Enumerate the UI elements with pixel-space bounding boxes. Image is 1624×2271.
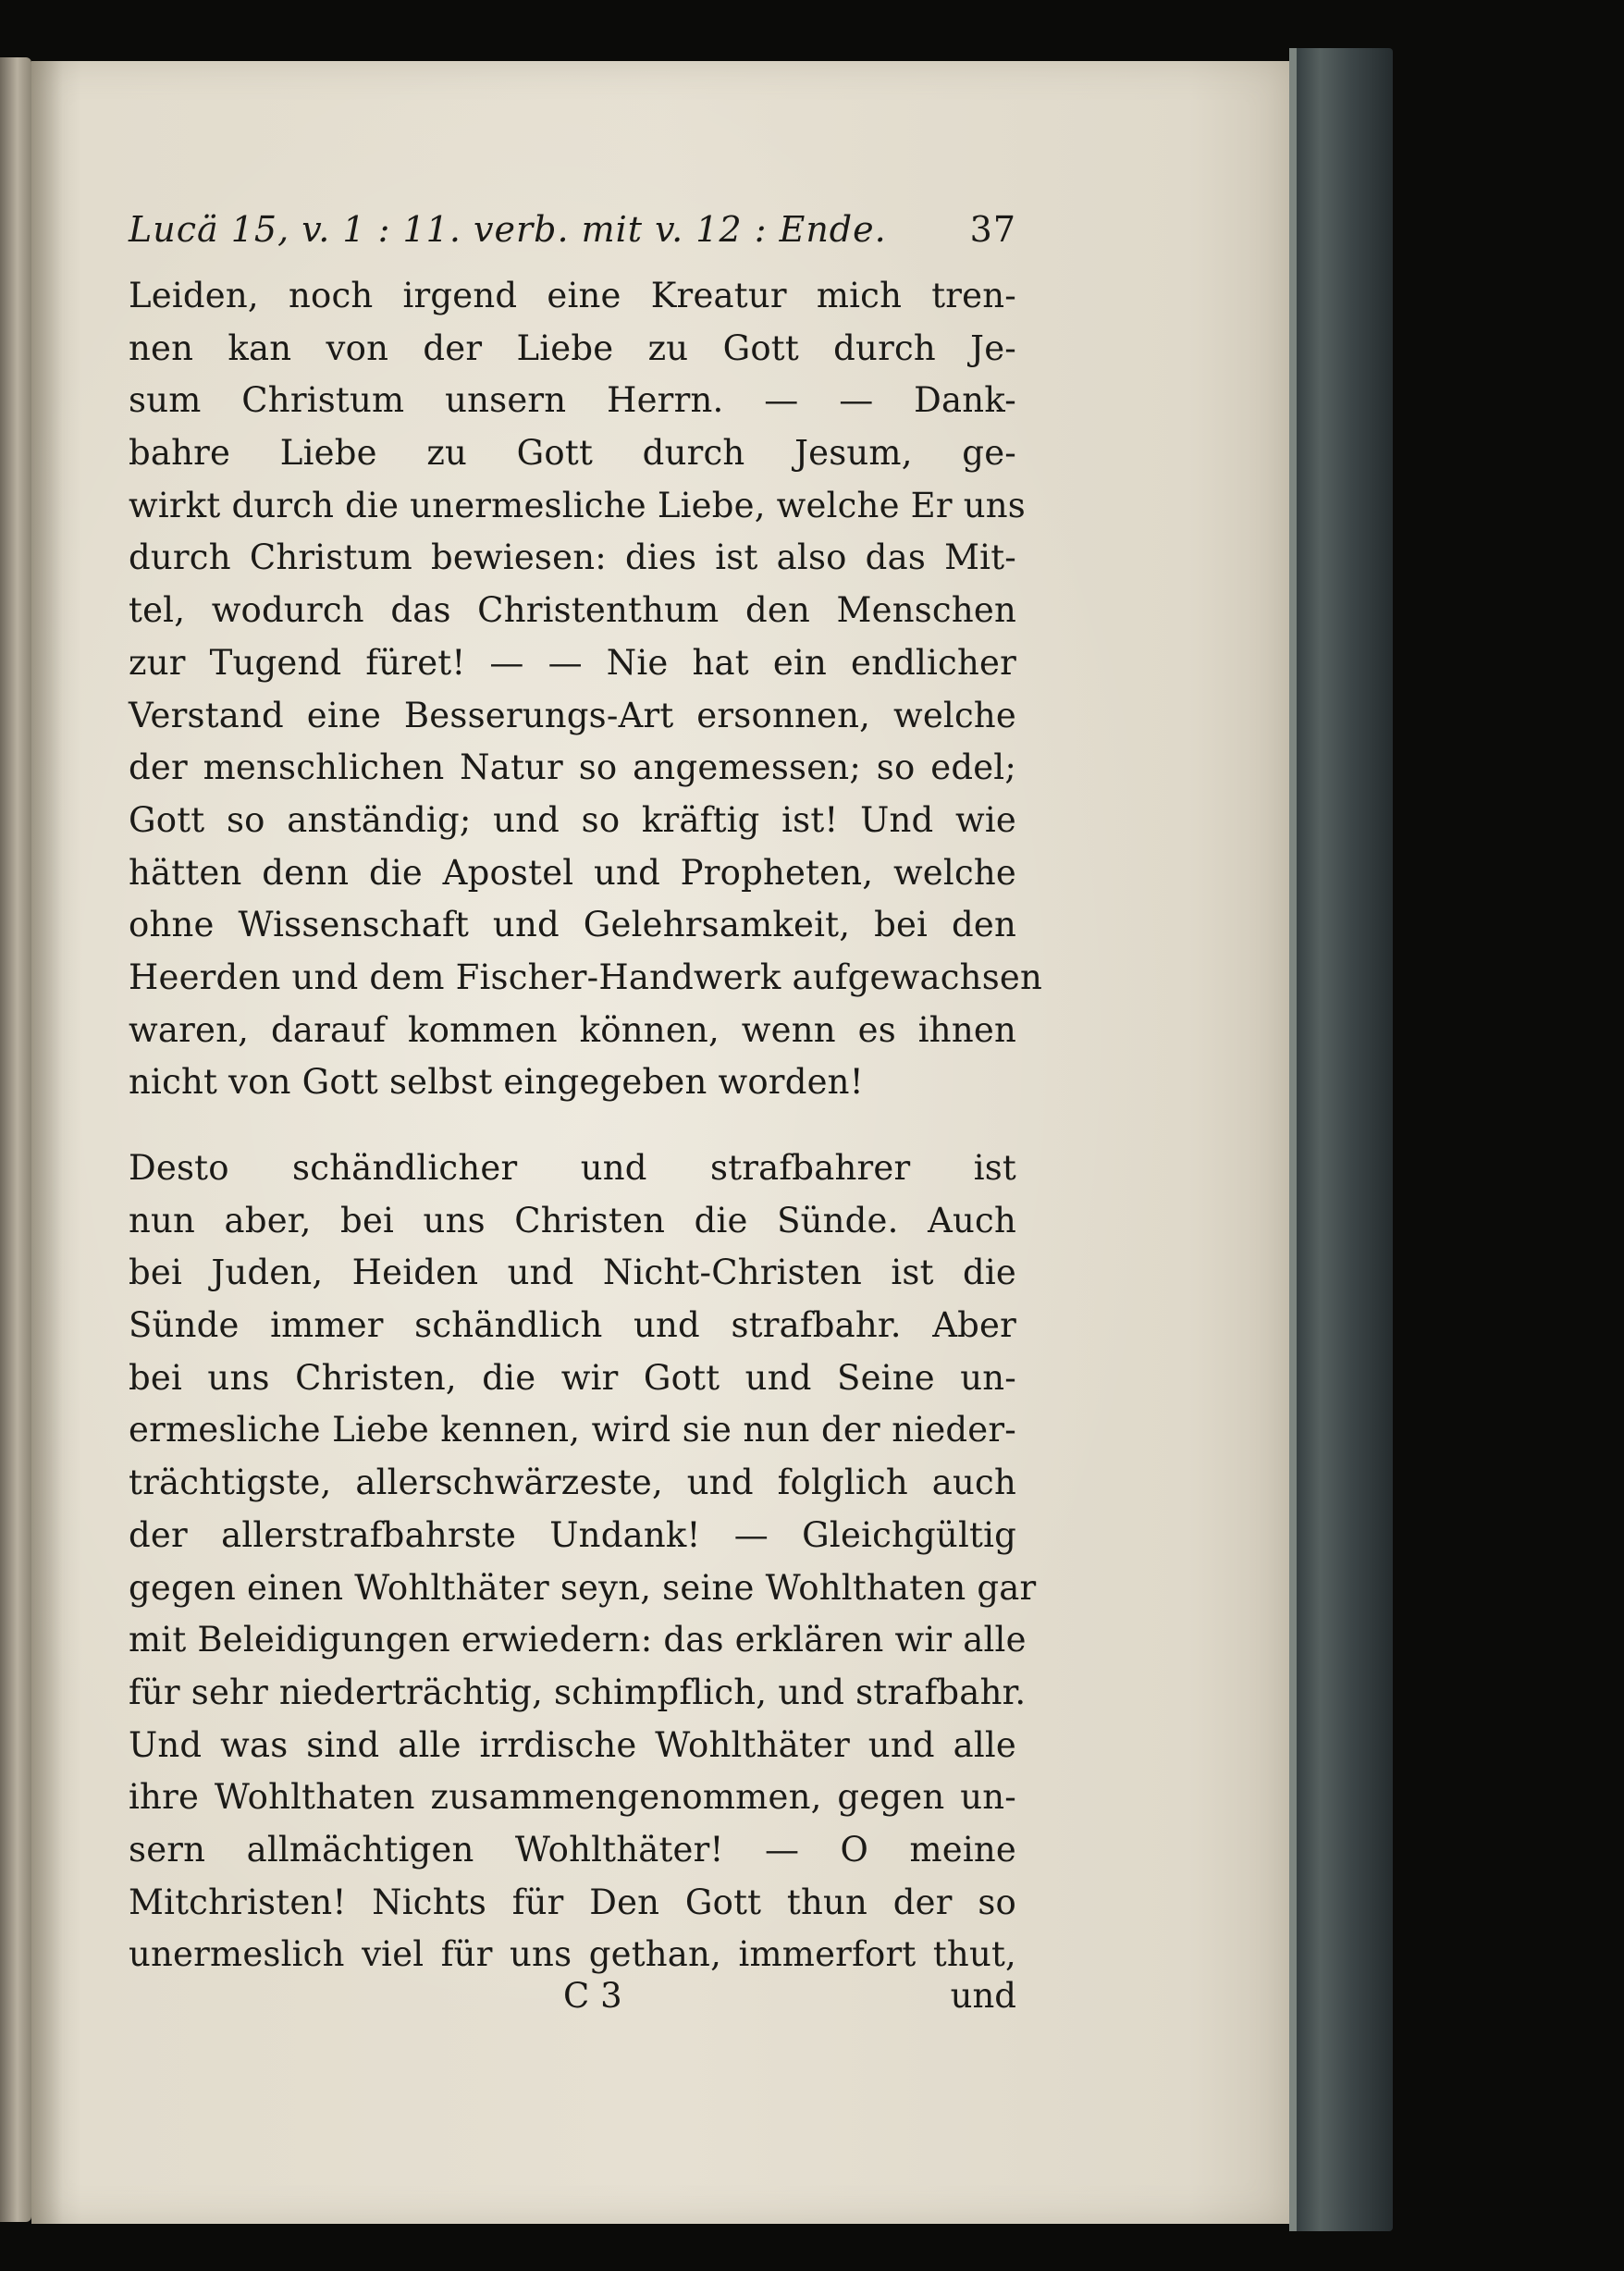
paragraph-2 <box>129 1142 1037 1981</box>
text-line: nen kan von der Liebe zu Gott durch Je- <box>129 327 1016 368</box>
paragraph-1 <box>129 270 1043 1109</box>
text-line: Leiden, noch irgend eine Kreatur mich tren- <box>129 276 1016 315</box>
text-line: gegen einen Wohlthäter seyn, seine Wohlthaten gar <box>129 1567 1037 1608</box>
text-line: Und was sind alle irrdische Wohlthäter und alle <box>129 1724 1016 1765</box>
book-page <box>31 61 1289 2224</box>
text-line: ihre Wohlthaten zusammengenommen, gegen un- <box>129 1777 1016 1818</box>
text-line: wirkt durch die unermesliche Liebe, welche Er uns <box>129 485 1026 525</box>
text-line: bahre Liebe zu Gott durch Jesum, ge- <box>129 433 1016 474</box>
running-title: Lucä 15, v. 1 : 11. verb. mit v. 12 : Ende. <box>129 209 887 250</box>
paragraph-gap <box>129 1109 1016 1142</box>
text-line: sern allmächtigen Wohlthäter! — O meine <box>129 1829 1016 1870</box>
text-line: Sünde immer schändlich und strafbahr. Aber <box>129 1305 1016 1346</box>
text-line: nicht von Gott selbst eingegeben worden! <box>129 1062 864 1103</box>
cover-edge <box>1289 48 1297 2231</box>
text-line: trächtigste, allerschwärzeste, und folglich auch <box>129 1463 1016 1503</box>
running-head <box>129 209 1016 250</box>
text-line: waren, darauf kommen können, wenn es ihnen <box>129 1009 1016 1050</box>
text-line: ohne Wissenschaft und Gelehrsamkeit, bei den <box>129 905 1016 945</box>
facing-page-edge <box>0 57 31 2222</box>
gutter-shadow <box>31 61 63 2224</box>
text-line: Heerden und dem Fischer-Handwerk aufgewachsen <box>129 957 1043 997</box>
text-line: unermeslich viel für uns gethan, immerfort thut, <box>129 1934 1016 1975</box>
text-line: sum Christum unsern Herrn. — — Dank- <box>129 380 1016 421</box>
text-line: für sehr niederträchtig, schimpflich, und strafbahr. <box>129 1672 1027 1712</box>
text-line: Verstand eine Besserungs-Art ersonnen, welche <box>129 695 1016 735</box>
text-line: der menschlichen Natur so angemessen; so edel; <box>129 747 1016 788</box>
text-line: bei uns Christen, die wir Gott und Seine un- <box>129 1357 1016 1398</box>
text-line: tel, wodurch das Christenthum den Menschen <box>129 590 1016 631</box>
text-line: zur Tugend füret! — — Nie hat ein endlicher <box>129 642 1016 683</box>
text-line: Gott so anständig; und so kräftig ist! Und wie <box>129 799 1016 840</box>
catchword: und <box>950 1976 1016 2016</box>
text-line: ermesliche Liebe kennen, wird sie nun der nieder- <box>129 1410 1016 1450</box>
text-line: Mitchristen! Nichts für Den Gott thun der so <box>129 1882 1016 1922</box>
text-block <box>129 209 1043 2016</box>
text-line: der allerstrafbahrste Undank! — Gleichgültig <box>129 1514 1016 1555</box>
text-line: Desto schändlicher und strafbahrer ist <box>129 1148 1016 1188</box>
text-line: mit Beleidigungen erwiedern: das erklären wir alle <box>129 1620 1027 1660</box>
text-line: hätten denn die Apostel und Propheten, welche <box>129 852 1016 893</box>
text-line: durch Christum bewiesen: dies ist also das Mit- <box>129 537 1016 578</box>
book-cover <box>1289 48 1393 2231</box>
text-line: bei Juden, Heiden und Nicht-Christen ist die <box>129 1253 1016 1293</box>
page-number: 37 <box>969 209 1016 250</box>
text-line: nun aber, bei uns Christen die Sünde. Auch <box>129 1200 1016 1240</box>
signature-mark: C 3 <box>563 1976 622 2016</box>
page-footer <box>129 1976 1016 2016</box>
